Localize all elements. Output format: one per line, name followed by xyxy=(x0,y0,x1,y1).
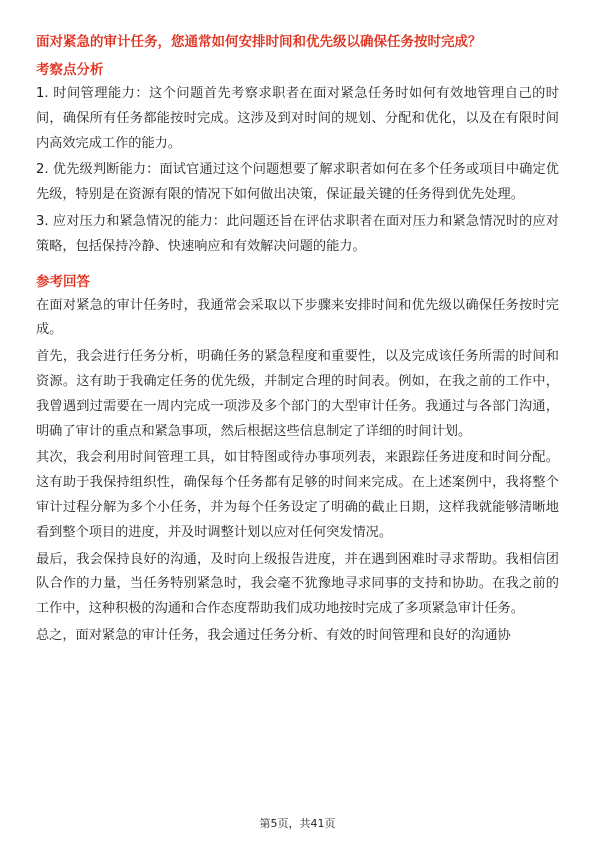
document-page xyxy=(36,30,559,651)
analysis-point-3: 3. 应对压力和紧急情况的能力：此问题还旨在评估求职者在面对压力和紧急情况时的应对策略，包括保持冷静、快速响应和有效解决问题的能力。 xyxy=(36,213,559,254)
answer-paragraph-4: 最后，我会保持良好的沟通，及时向上级报告进度，并在遇到困难时寻求帮助。我相信团队合作的力量，当任务特别紧急时，我会毫不犹豫地寻求同事的支持和协助。在我之前的工作中，这种积极的沟通和合作态度帮助我们成功地按时完成了多项紧急审计任务。 xyxy=(36,551,559,617)
answer-section-title: 参考回答 xyxy=(36,273,90,290)
question-heading: 面对紧急的审计任务，您通常如何安排时间和优先级以确保任务按时完成？ xyxy=(36,34,482,50)
answer-paragraph-1: 在面对紧急的审计任务时，我通常会采取以下步骤来安排时间和优先级以确保任务按时完成。 xyxy=(36,297,559,338)
answer-paragraph-5: 总之，面对紧急的审计任务，我会通过任务分析、有效的时间管理和良好的沟通协 xyxy=(36,627,511,643)
analysis-point-2: 2. 优先级判断能力：面试官通过这个问题想要了解求职者如何在多个任务或项目中确定优先级，特别是在资源有限的情况下如何做出决策，保证最关键的任务得到优先处理。 xyxy=(36,162,559,203)
page-number-footer: 第5页，共41页 xyxy=(259,817,336,830)
answer-paragraph-2: 首先，我会进行任务分析，明确任务的紧急程度和重要性，以及完成该任务所需的时间和资源。这有助于我确定任务的优先级，并制定合理的时间表。例如，在我之前的工作中，我曾遇到过需要在一周内完成一项涉及多个部门的大型审计任务。我通过与各部门沟通，明确了审计的重点和紧急事项，然后根据这些信息制定了详细的时间计划。 xyxy=(36,349,559,439)
analysis-point-1: 1. 时间管理能力：这个问题首先考察求职者在面对紧急任务时如何有效地管理自己的时间，确保所有任务都能按时完成。这涉及到对时间的规划、分配和优化，以及在有限时间内高效完成工作的能力。 xyxy=(36,86,559,151)
answer-paragraph-3: 其次，我会利用时间管理工具，如甘特图或待办事项列表，来跟踪任务进度和时间分配。这有助于我保持组织性，确保每个任务都有足够的时间来完成。在上述案例中，我将整个审计过程分解为多个小任务，并为每个任务设定了明确的截止日期，这样我就能够清晰地看到整个项目的进度，并及时调整计划以应对任何突发情况。 xyxy=(36,450,559,540)
section-spacer xyxy=(36,262,559,270)
analysis-section-title: 考察点分析 xyxy=(36,62,104,78)
